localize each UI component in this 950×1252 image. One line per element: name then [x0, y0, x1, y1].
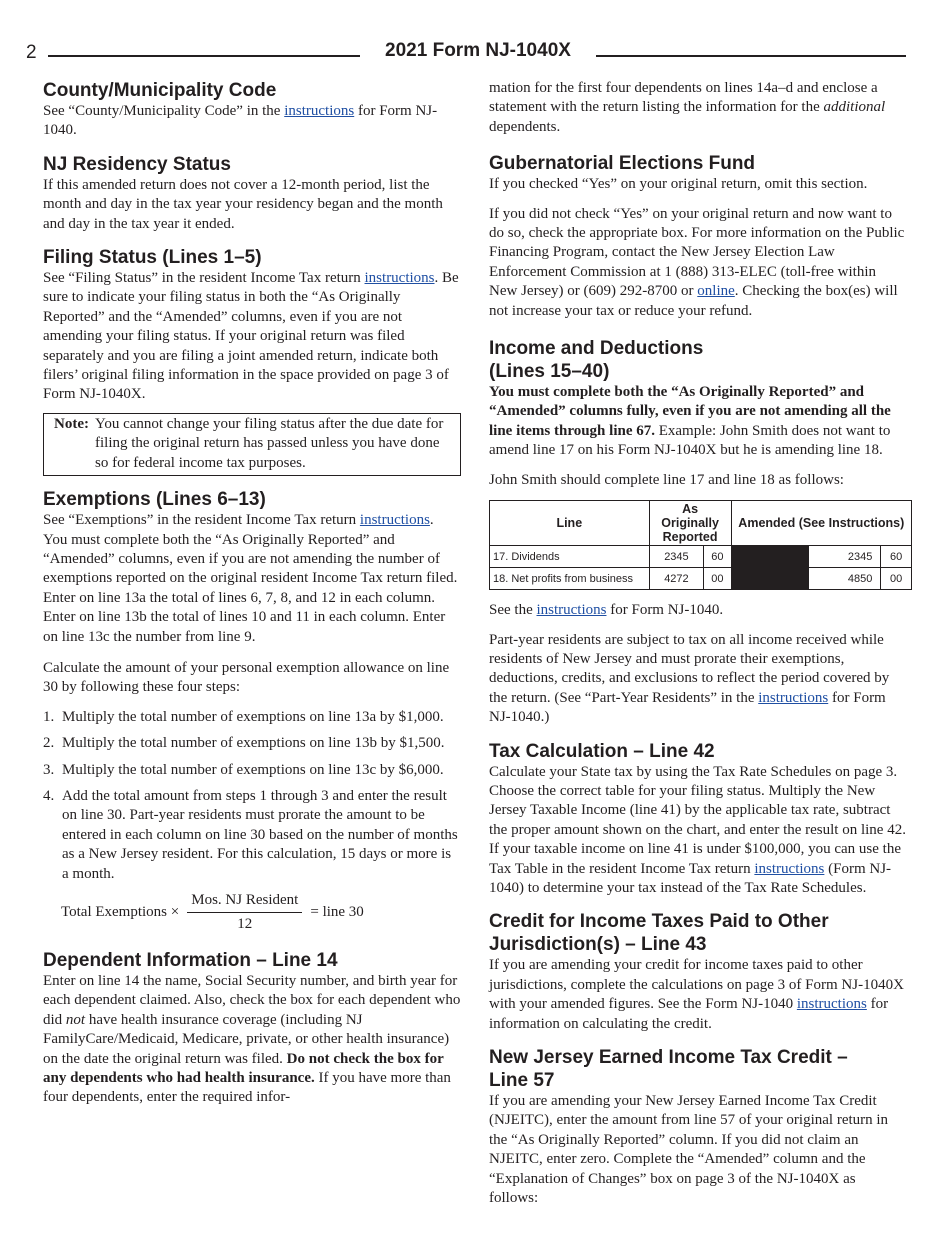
section-filing-status	[43, 246, 461, 476]
section-text: Calculate your State tax by using the Tax Rate Schedules on page 3. Choose the correct table for your filing status. Multiply the New Jersey Taxable Income (line 41) by the applicable tax rate, subtract the proper amount shown on the chart, and enter the result on line 42. If your taxable income on line 41 is under $100,000, you can use the Tax Table in the resident Income Tax return instructions (Form NJ-1040) to determine your tax instead of the Tax Rate Schedules.	[489, 763, 906, 896]
section-heading: Income and Deductions (Lines 15–40)	[489, 338, 704, 383]
section-text: If this amended return does not cover a 12-month period, list the month and day in the tax year your residency began and the month and day in the tax year it ended.	[43, 176, 443, 232]
column-header: Line	[490, 501, 650, 546]
section-heading: Credit for Income Taxes Paid to Other Jurisdiction(s) – Line 43	[489, 911, 829, 956]
section-text: See “Exemptions” in the resident Income Tax return instructions. You must complete both the “As Originally Reported” and “Amended” columns, even if you are not amending the number of exemptions reported on the original resident Income Tax return filed. Enter on line 13a the total of lines 6, 7, 8, and 12 in each column. Enter on line 13b the total of lines 10 and 11 in each column. Enter on line 13c the number from line 9.	[43, 512, 458, 645]
section-text: John Smith should complete line 17 and line 18 as follows:	[489, 471, 844, 488]
exemption-formula: Total Exemptions × $\frac{\text{Mos. NJ Resident}}{12}$ = line 30	[61, 892, 364, 932]
page-number: 2	[26, 42, 37, 63]
section-heading: County/Municipality Code	[43, 80, 277, 101]
section-heading: Tax Calculation – Line 42	[489, 740, 715, 762]
header-rule-left	[48, 55, 360, 57]
instructions-link[interactable]: instructions	[754, 860, 825, 877]
note-label: Note:	[54, 415, 89, 432]
section-income-deductions	[489, 337, 908, 727]
section-text: If you checked “Yes” on your original return, omit this section.	[489, 176, 868, 193]
blacked-cell	[731, 568, 809, 590]
instructions-link[interactable]: instructions	[284, 103, 355, 119]
column-header: As Originally Reported	[649, 501, 731, 546]
cell-value: 00	[881, 568, 912, 590]
section-heading: New Jersey Earned Income Tax Credit – Line 57	[489, 1047, 848, 1091]
section-text: If you are amending your New Jersey Earned Income Tax Credit (NJEITC), enter the amount from line 57 of your original return in the “As Originally Reported” column. If you did not claim an NJEITC, enter zero. Complete the “Amended” column and the “Explanation of Changes” box on page 3 of the NJ-1040X as follows:	[489, 1093, 889, 1207]
section-text: Part-year residents are subject to tax on all income received while residents of New Jersey and must prorate their exemptions, deductions, credits, and exclusions to reflect the period covered by the return. (See “Part-Year Residents” in the instructions for Form NJ-1040.)	[489, 631, 890, 726]
list-item: 2. Multiply the total number of exemptions on line 13b by $1,500.	[43, 735, 445, 752]
left-column	[43, 79, 461, 1108]
example-table	[489, 500, 912, 590]
section-heading: Filing Status (Lines 1–5)	[43, 247, 262, 269]
section-text: You must complete both the “As Originally Reported” and “Amended” columns fully, even if you are not amending all the line items through line 67. Example: John Smith does not want to amend line 17 on his Form NJ-1040X but he is amending line 18.	[489, 384, 891, 459]
section-gubernatorial	[489, 152, 908, 321]
section-heading: Exemptions (Lines 6–13)	[43, 489, 266, 511]
section-text: If you are amending your credit for income taxes paid to other jurisdictions, complete the calculations on page 3 of Form NJ-1040X with your amended figures. See the Form NJ-1040 instructions for information on calculating the credit.	[489, 957, 904, 1032]
cell-value: 2345	[649, 546, 704, 568]
note-text: You cannot change your filing status after the due date for filing the original return has passed unless you have done so for federal income tax purposes.	[94, 415, 444, 471]
section-text: See “Filing Status” in the resident Income Tax return instructions. Be sure to indicate your filing status in both the “As Originally Reported” and the “Amended” columns, even if you are not amending your filing status. If your original return was filed separately and you are filing a joint amended return, indicate both filers’ original filing information in the space provided on page 3 of Form NJ-1040X.	[43, 270, 459, 403]
column-header: Amended (See Instructions)	[731, 501, 911, 546]
dependent-continuation: mation for the first four dependents on lines 14a–d and enclose a statement with the return listing the information for the additional dependents.	[489, 80, 886, 135]
section-text: See “County/Municipality Code” in the instructions for Form NJ-1040.	[43, 103, 438, 139]
section-heading: Dependent Information – Line 14	[43, 950, 338, 971]
section-credit-other-jurisdictions	[489, 910, 908, 1034]
section-text: Enter on line 14 the name, Social Security number, and birth year for each dependent claimed. Also, check the box for each dependent who did not have health insurance coverage (including NJ FamilyCare/Medicaid, Medicare, private, or other health insurance) on the date the original return was filed. Do not check the box for any dependents who had health insurance. If you have more than four dependents, enter the required infor-	[43, 973, 461, 1106]
cell-value: 00	[704, 568, 731, 590]
section-heading: NJ Residency Status	[43, 153, 231, 175]
cell-value: 4850	[809, 568, 881, 590]
list-item: 4. Add the total amount from steps 1 through 3 and enter the result on line 30. Part-year residents must prorate the amount to be entered in each column on line 30 based on the number of months as a New Jersey resident. For this calculation, 15 days or more is a month.	[43, 787, 458, 882]
table-row	[490, 568, 912, 590]
list-item: 3. Multiply the total number of exemptions on line 13c by $6,000.	[43, 761, 444, 778]
table-header-row	[490, 501, 912, 546]
blacked-cell	[731, 546, 809, 568]
table-row	[490, 546, 912, 568]
row-label: 18. Net profits from business	[490, 568, 650, 590]
instructions-link[interactable]: instructions	[758, 689, 829, 706]
cell-value: 2345	[809, 546, 881, 568]
section-nj-eitc	[489, 1046, 908, 1208]
section-county-code	[43, 79, 461, 141]
cell-value: 60	[704, 546, 731, 568]
section-text: See the instructions for Form NJ-1040.	[489, 602, 724, 619]
calc-intro: Calculate the amount of your personal exemption allowance on line 30 by following these four steps:	[43, 659, 450, 696]
note-box	[43, 413, 461, 476]
section-tax-calculation	[489, 740, 908, 899]
page-title: 2021 Form NJ-1040X	[385, 40, 571, 61]
formula-fraction: $\frac{\text{Mos. NJ Resident}}{12}$	[187, 892, 302, 933]
row-label: 17. Dividends	[490, 546, 650, 568]
instructions-link[interactable]: instructions	[536, 602, 607, 619]
instructions-link[interactable]: instructions	[796, 996, 867, 1013]
header-rule-right	[596, 55, 906, 57]
section-text: If you did not check “Yes” on your original return and now want to do so, check the appropriate box. For more information on the Public Financing Program, contact the New Jersey Election Law Enforcement Commission at 1 (888) 313-ELEC (toll-free within New Jersey) or (609) 292-8700 or online. Checking the box(es) will not increase your tax or reduce your refund.	[489, 205, 905, 319]
instructions-link[interactable]: instructions	[359, 512, 430, 529]
cell-value: 4272	[649, 568, 704, 590]
section-heading: Gubernatorial Elections Fund	[489, 153, 756, 175]
section-exemptions	[43, 488, 461, 933]
cell-value: 60	[881, 546, 912, 568]
instructions-link[interactable]: instructions	[364, 270, 435, 287]
section-dependent-info	[43, 949, 461, 1108]
section-residency-status	[43, 153, 461, 234]
online-link[interactable]: online	[697, 283, 735, 300]
right-column	[489, 79, 908, 1208]
steps-list	[43, 708, 461, 884]
list-item: 1. Multiply the total number of exemptions on line 13a by $1,000.	[43, 708, 444, 725]
